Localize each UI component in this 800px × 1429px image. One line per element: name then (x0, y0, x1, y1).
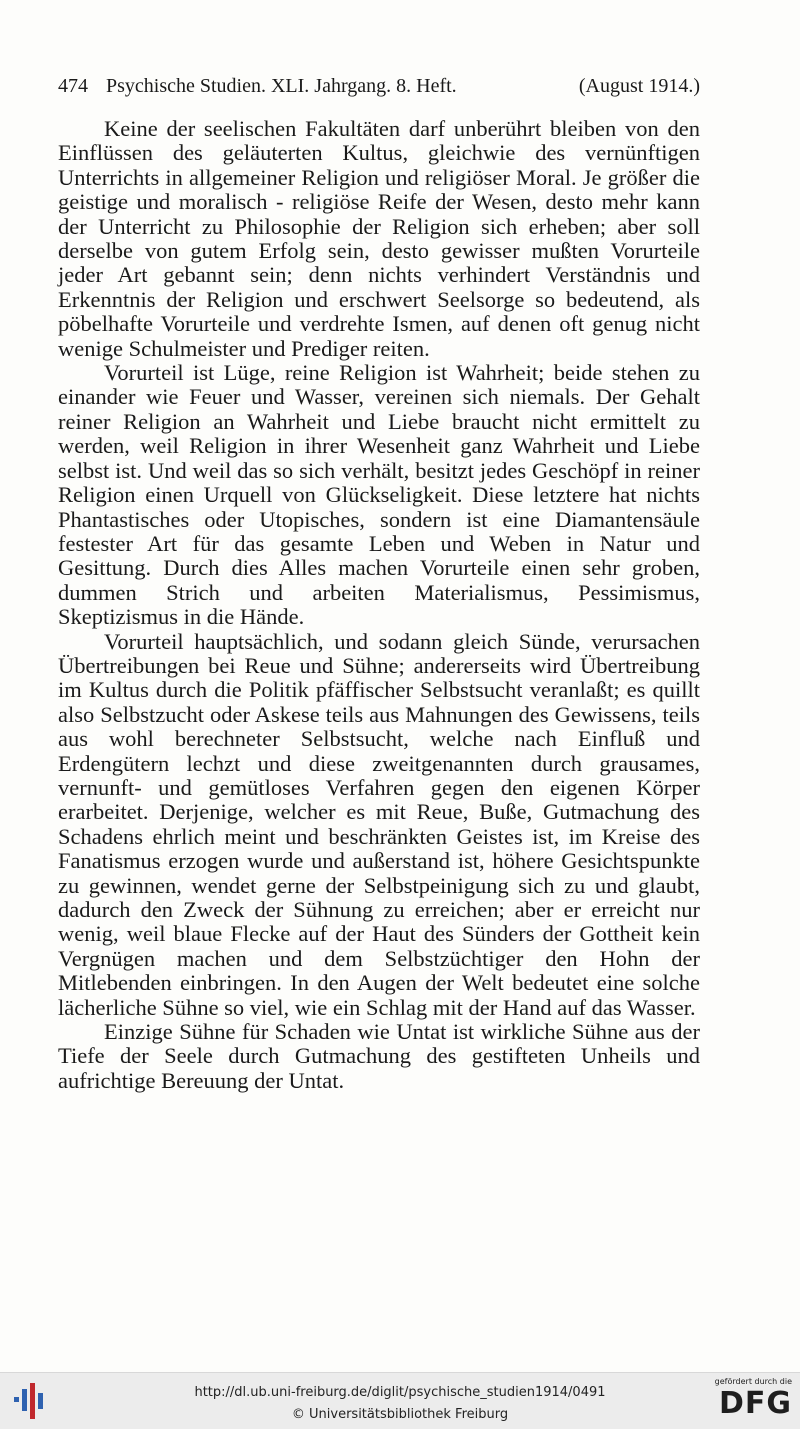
viewer-footer (0, 1372, 800, 1429)
paragraph-4: Einzige Sühne für Schaden wie Untat ist wirkliche Sühne aus der Tiefe der Seele durch Gutmachung des gestifteten Unheils und aufrichtige Bereuung der Untat. (58, 1019, 700, 1093)
issue-date: (August 1914.) (578, 75, 700, 97)
copyright-notice: © Universitätsbibliothek Freiburg (291, 1407, 509, 1422)
dfg-sponsor-text: gefördert durch die (714, 1377, 792, 1386)
running-head (58, 72, 700, 100)
dfg-logo-text: DFG (718, 1386, 792, 1421)
permalink-url[interactable]: http://dl.ub.uni-freiburg.de/diglit/psychische_studien1914/0491 (194, 1385, 606, 1400)
paragraph-2: Vorurteil ist Lüge, reine Religion ist Wahrheit; beide stehen zu einander wie Feuer und Wasser, vereinen sich niemals. Der Gehalt reiner Religion an Wahrheit und Liebe braucht nicht ermittelt zu werden, weil Religion in ihrer Wesenheit ganz Wahrheit und Liebe selbst ist. Und weil das so sich verhält, besitzt jedes Geschöpf in reiner Religion einen Urquell von Glückseligkeit. Diese letztere hat nichts Phantastisches oder Utopisches, sondern ist eine Diamantensäule festester Art für das gesamte Leben und Weben in Natur und Gesittung. Durch dies Alles machen Vorurteile einen sehr groben, dummen Strich und arbeiten Materialismus, Pessimismus, Skeptizismus in die Hände. (58, 360, 700, 630)
paragraph-1: Keine der seelischen Fakultäten darf unberührt bleiben von den Einflüssen des geläuterten Kultus, gleichwie des vernünftigen Unterrichts in allgemeiner Religion und religiöser Moral. Je größer die geistige und moralisch - religiöse Reife der Wesen, desto mehr kann der Unterricht zu Philosophie der Religion sich erheben; aber soll derselbe von gutem Erfolg sein, desto gewisser mußten Vorurteile jeder Art gebannt sein; denn nichts verhindert Verständnis und Erkenntnis der Religion und erschwert Seelsorge so bedeutend, als pöbelhafte Vorurteile und verdrehte Ismen, auf denen oft genug nicht wenige Schulmeister und Prediger reiten. (58, 116, 700, 361)
body-text (58, 117, 700, 1093)
paragraph-3: Vorurteil hauptsächlich, und sodann gleich Sünde, verursachen Übertreibungen bei Reue und Sühne; andererseits wird Übertreibung im Kultus durch die Politik pfäffischer Selbstsucht veranlaßt; es quillt also Selbstzucht oder Askese teils aus Mahnungen des Gewissens, teils aus wohl berechneter Selbstsucht, welche nach Einfluß und Erdengütern lechzt und diese zweitgenannten durch grausames, vernunft- und gemütloses Verfahren gegen den eigenen Körper erarbeitet. Derjenige, welcher es mit Reue, Buße, Gutmachung des Schadens ehrlich meint und beschränkten Geistes ist, im Kreise des Fanatismus erzogen wurde und außerstand ist, höhere Gesichtspunkte zu gewinnen, wendet gerne der Selbstpeinigung sich zu und glaubt, dadurch den Zweck der Sühnung zu erreichen; aber er erreicht nur wenig, weil blaue Flecke auf der Haut des Sünders der Gottheit kein Vergnügen machen und dem Selbstzüchtiger den Hohn der Mitlebenden einbringen. In den Augen der Welt bedeutet eine solche lächerliche Sühne so viel, wie ein Schlag mit der Hand auf das Wasser. (58, 628, 700, 1020)
dfg-logo (706, 1377, 792, 1425)
page-number: 474 (58, 75, 88, 97)
journal-title: Psychische Studien. XLI. Jahrgang. 8. Heft. (106, 75, 457, 97)
